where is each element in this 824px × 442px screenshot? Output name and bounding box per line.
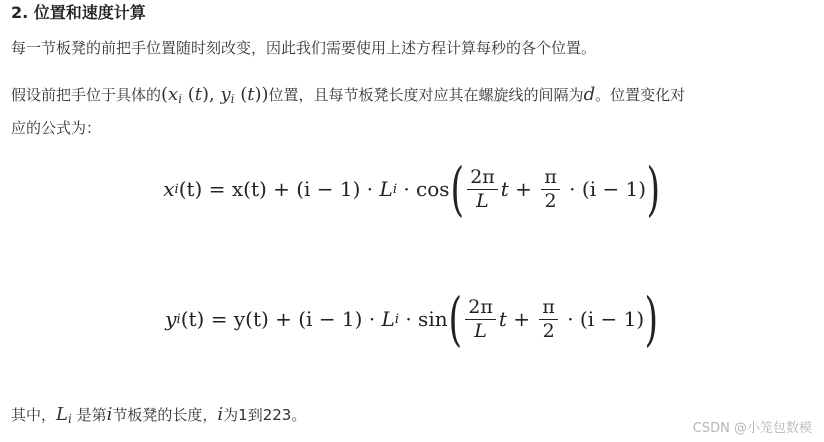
formula-x-frac1: $\frac{2\pi}{L}$ xyxy=(467,166,498,213)
formula-y-lhs: y xyxy=(165,307,177,331)
assumption-text-1: 假设前把手位于具体的 xyxy=(11,86,162,104)
coordinate-pair: ($x_i$ (t), $y_i$ (t)) xyxy=(161,84,269,106)
formula-x-t: (t) xyxy=(178,177,203,201)
formula-x-Lsub: i xyxy=(392,181,397,197)
formula-y-frac1: $\frac{2\pi}{L}$ xyxy=(465,296,496,343)
formula-y-frac2: $\frac{\pi}{2}$ xyxy=(539,296,558,343)
intro-paragraph: 每一节板凳的前把手位置随时刻改变，因此我们需要使用上述方程计算每秒的各个位置。 xyxy=(11,39,597,57)
definition-text-4: 为1到223。 xyxy=(223,406,307,424)
formula-y-plus: + xyxy=(506,307,537,331)
formula-x-func: · cos xyxy=(396,177,450,201)
formula-x-rhs: x(t) + (i − 1) · xyxy=(231,177,380,201)
definition-text-3: 节板凳的长度， xyxy=(112,406,218,424)
formula-y-t2: t xyxy=(498,307,507,331)
formula-x: x i (t) = x(t) + (i − 1) · L i · cos ( $\frac{2\pi}{L}$ t + $\frac{\pi}{2}$ · (i − 1) ) xyxy=(163,155,661,223)
formula-x-lhs: x xyxy=(163,177,175,201)
formula-y-L: L xyxy=(381,307,395,331)
definition-text-2: 是第 xyxy=(76,406,107,424)
formula-y-eq: = xyxy=(204,307,234,331)
formula-x-sub: i xyxy=(174,181,179,197)
assumption-text-3: 。位置变化对 xyxy=(595,86,686,104)
spacing-variable: d xyxy=(583,84,596,105)
definition-i: i xyxy=(106,404,113,425)
formula-y-func: · sin xyxy=(398,307,448,331)
formula-x-plus: + xyxy=(508,177,539,201)
definition-Lsub: i xyxy=(67,412,72,426)
formula-y-t: (t) xyxy=(180,307,205,331)
csdn-watermark: CSDN @小笼包数模 xyxy=(692,421,812,436)
assumption-paragraph xyxy=(11,84,685,106)
definition-paragraph xyxy=(11,404,306,426)
formula-intro: 应的公式为： xyxy=(11,119,102,137)
definition-text-1: 其中， xyxy=(11,406,57,424)
definition-L: L xyxy=(56,404,68,425)
formula-x-eq: = xyxy=(202,177,232,201)
formula-x-t2: t xyxy=(500,177,509,201)
section-heading: 2. 位置和速度计算 xyxy=(11,3,146,22)
formula-x-frac2: $\frac{\pi}{2}$ xyxy=(541,166,560,213)
formula-x-tail: · (i − 1) xyxy=(562,177,647,201)
formula-y: y i (t) = y(t) + (i − 1) · L i · sin ( $\frac{2\pi}{L}$ t + $\frac{\pi}{2}$ · (i − 1) ) xyxy=(165,285,659,353)
formula-y-rhs: y(t) + (i − 1) · xyxy=(233,307,382,331)
formula-y-sub: i xyxy=(176,311,181,327)
formula-y-tail: · (i − 1) xyxy=(560,307,645,331)
definition-i2: i xyxy=(217,404,224,425)
formula-x-L: L xyxy=(379,177,393,201)
assumption-text-2: 位置，且每节板凳长度对应其在螺旋线的间隔为 xyxy=(268,86,584,104)
formula-y-Lsub: i xyxy=(394,311,399,327)
